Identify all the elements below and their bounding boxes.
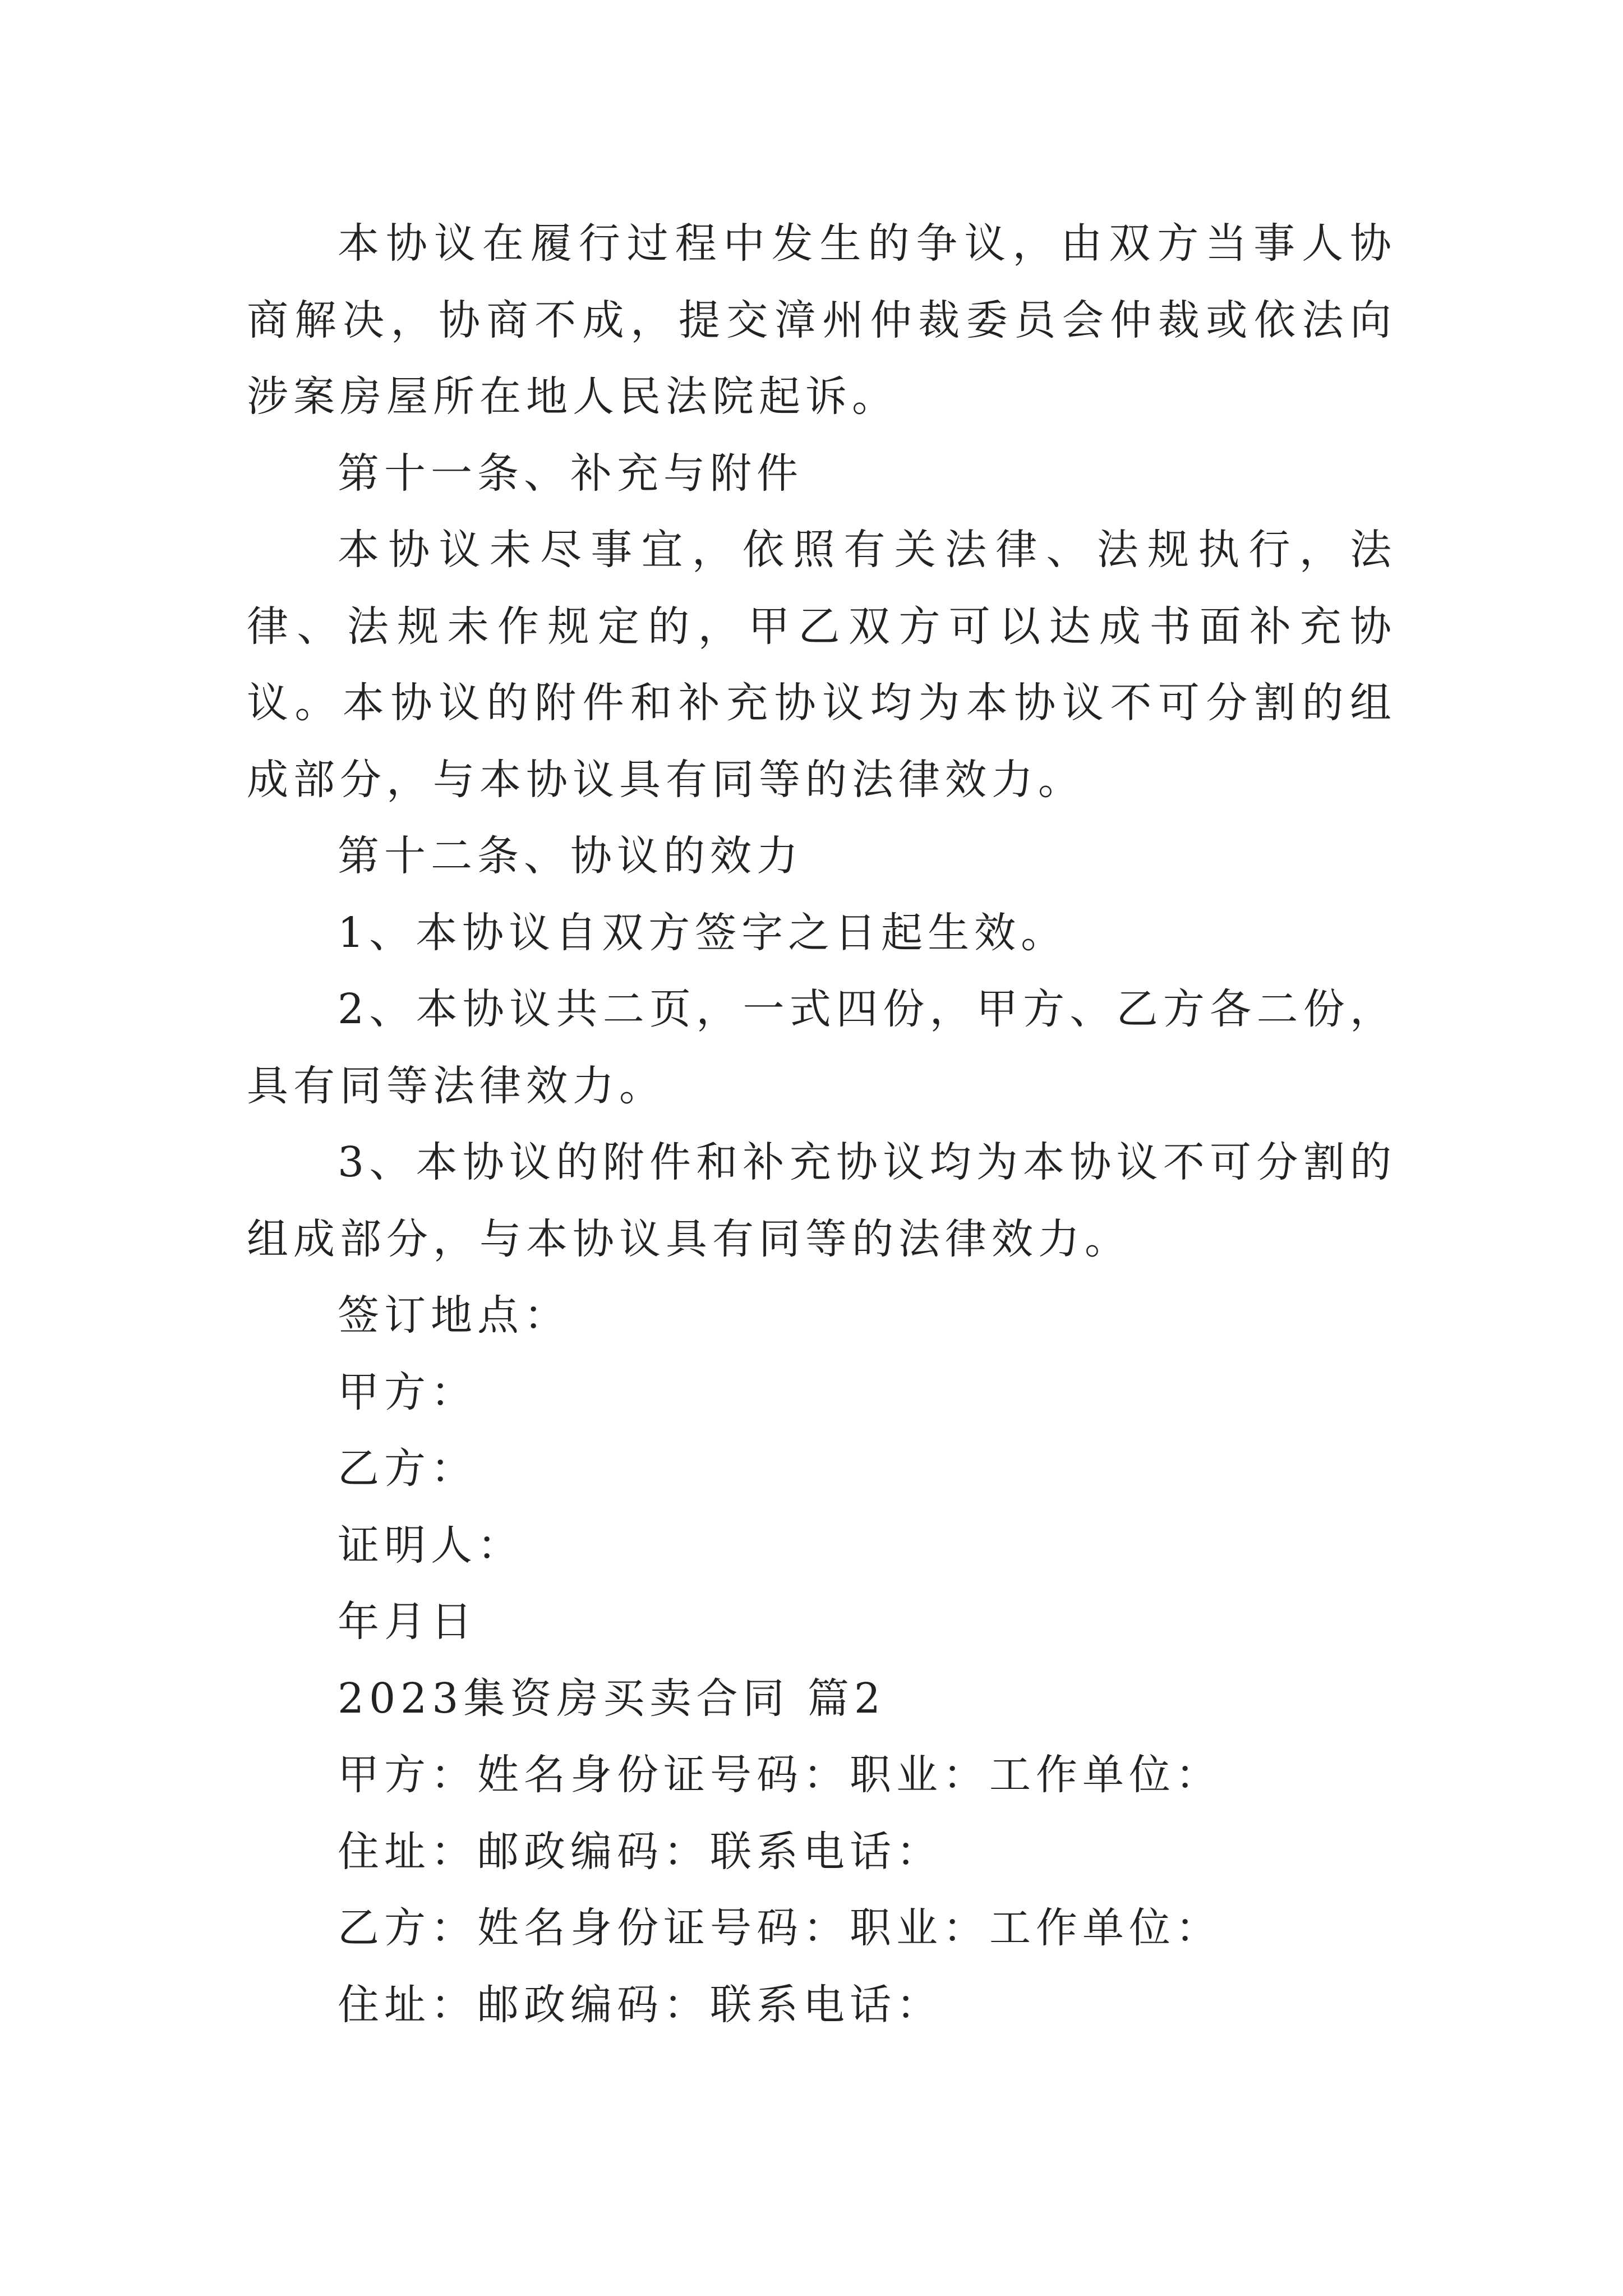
heading-article-11: 第十一条、补充与附件 [338,449,803,498]
party-b-label: 乙方： [338,1444,477,1493]
party-b-info: 乙方：姓名身份证号码：职业：工作单位： [338,1904,1222,1952]
clause-attachments: 3、本协议的附件和补充协议均为本协议不可分割的组成部分，与本协议具有同等的法律效力。 [247,1138,1396,1263]
section-title: 2023集资房买卖合同 篇2 [338,1674,886,1723]
signing-location-label: 签订地点： [338,1291,570,1340]
paragraph-supplement: 本协议未尽事宜，依照有关法律、法规执行，法律、法规未作规定的，甲乙双方可以达成书面补充协议。本协议的附件和补充协议均为本协议不可分割的组成部分，与本协议具有同等的法律效力。 [247,526,1396,804]
heading-article-12: 第十二条、协议的效力 [338,832,803,880]
party-a-address: 住址：邮政编码：联系电话： [338,1827,943,1876]
clause-effective-date: 1、本协议自双方签字之日起生效。 [338,908,1068,957]
party-a-info: 甲方：姓名身份证号码：职业：工作单位： [338,1751,1222,1799]
date-label: 年月日 [338,1598,477,1646]
paragraph-dispute-resolution: 本协议在履行过程中发生的争议，由双方当事人协商解决，协商不成，提交漳州仲裁委员会仲裁或依法向涉案房屋所在地人民法院起诉。 [247,219,1396,421]
clause-copies: 2、本协议共二页，一式四份，甲方、乙方各二份，具有同等法律效力。 [247,985,1396,1110]
document-body [247,205,1396,2043]
party-a-label: 甲方： [338,1368,477,1416]
party-b-address: 住址：邮政编码：联系电话： [338,1980,943,2029]
witness-label: 证明人： [338,1521,524,1570]
